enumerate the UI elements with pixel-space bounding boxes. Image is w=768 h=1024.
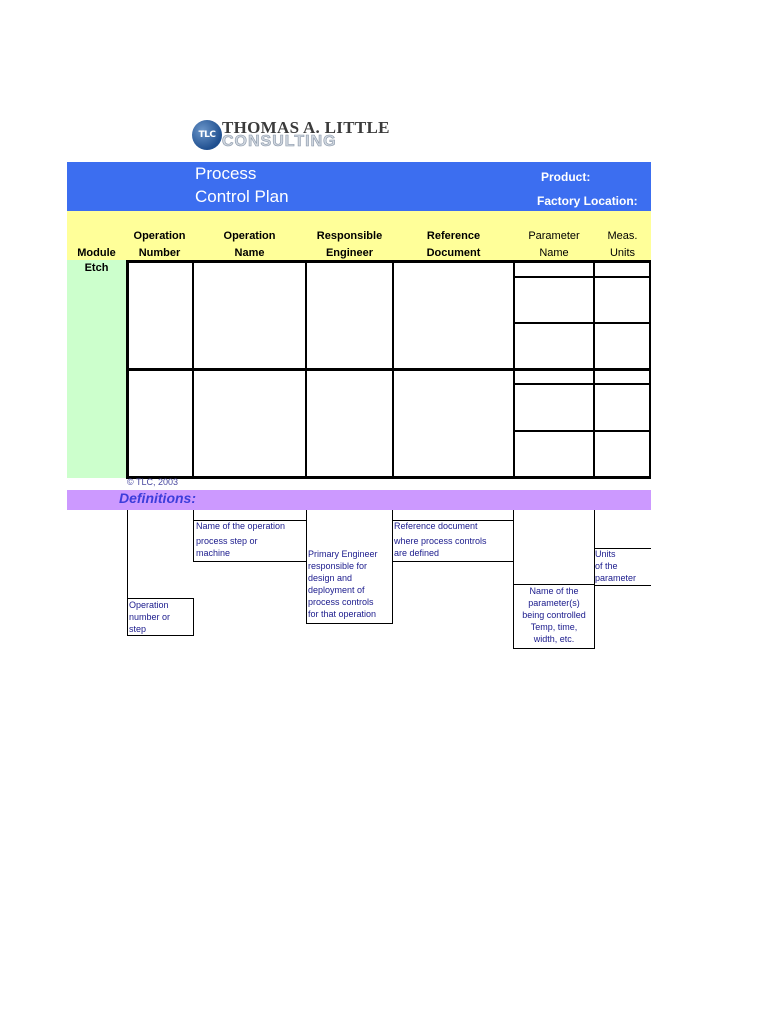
column-header-module: Module (77, 247, 116, 259)
column-header-reference-document: Reference Document (426, 230, 481, 259)
page-title-line2: Control Plan (195, 187, 289, 206)
callout-leader-line (393, 561, 514, 562)
responsible-engineer-definition: Primary Engineer responsible for design and deployment of process controls for that operation (306, 548, 393, 624)
module-value: Etch (84, 262, 109, 274)
column-header-operation-name: Operation Name (223, 230, 276, 259)
table-row-divider (126, 368, 651, 371)
table-top-border (126, 260, 651, 263)
reference-document-definition: Reference document where process controls are defined (394, 521, 487, 558)
factory-location-label: Factory Location: (537, 194, 638, 208)
parameter-subrow-line (514, 430, 651, 432)
table-col-divider (513, 260, 515, 479)
operation-name-definition: Name of the operation process step or machine (193, 520, 307, 562)
table-right-border (649, 260, 651, 479)
table-col-divider (192, 260, 194, 479)
product-label: Product: (541, 170, 591, 184)
meas-units-definition: Units of the parameter (595, 549, 637, 583)
column-header-responsible-engineer: Responsible Engineer (316, 230, 383, 259)
column-header-meas-units: Meas. Units (607, 230, 638, 259)
tlc-logo-badge: TLC (192, 120, 222, 150)
parameter-subrow-line (514, 383, 651, 385)
callout-leader-line (127, 510, 128, 598)
parameter-name-definition: Name of the parameter(s) being controlled Temp, time, width, etc. (513, 584, 595, 649)
logo-company-subtitle: CONSULTING (222, 133, 337, 150)
callout-leader-line (594, 585, 651, 586)
page-title-line1: Process (195, 164, 257, 183)
callout-leader-line (193, 510, 194, 520)
table-col-divider (593, 260, 595, 479)
parameter-subrow-line (514, 322, 651, 324)
column-header-operation-number: Operation Number (133, 230, 186, 259)
definitions-title: Definitions: (119, 490, 196, 506)
copyright-note: © TLC, 2003 (127, 477, 178, 487)
logo-company-name: THOMAS A. LITTLE (222, 118, 390, 137)
callout-leader-line (306, 520, 307, 548)
table-bottom-border (126, 476, 651, 479)
parameter-subrow-line (514, 276, 651, 278)
callout-leader-line (513, 562, 514, 584)
operation-number-definition: Operation number or step (127, 598, 194, 636)
table-col-divider (392, 260, 394, 479)
column-header-parameter-name: Parameter Name (528, 230, 580, 259)
table-col-divider (305, 260, 307, 479)
table-left-border (126, 260, 129, 479)
callout-leader-line (306, 510, 307, 520)
module-column (67, 260, 126, 478)
